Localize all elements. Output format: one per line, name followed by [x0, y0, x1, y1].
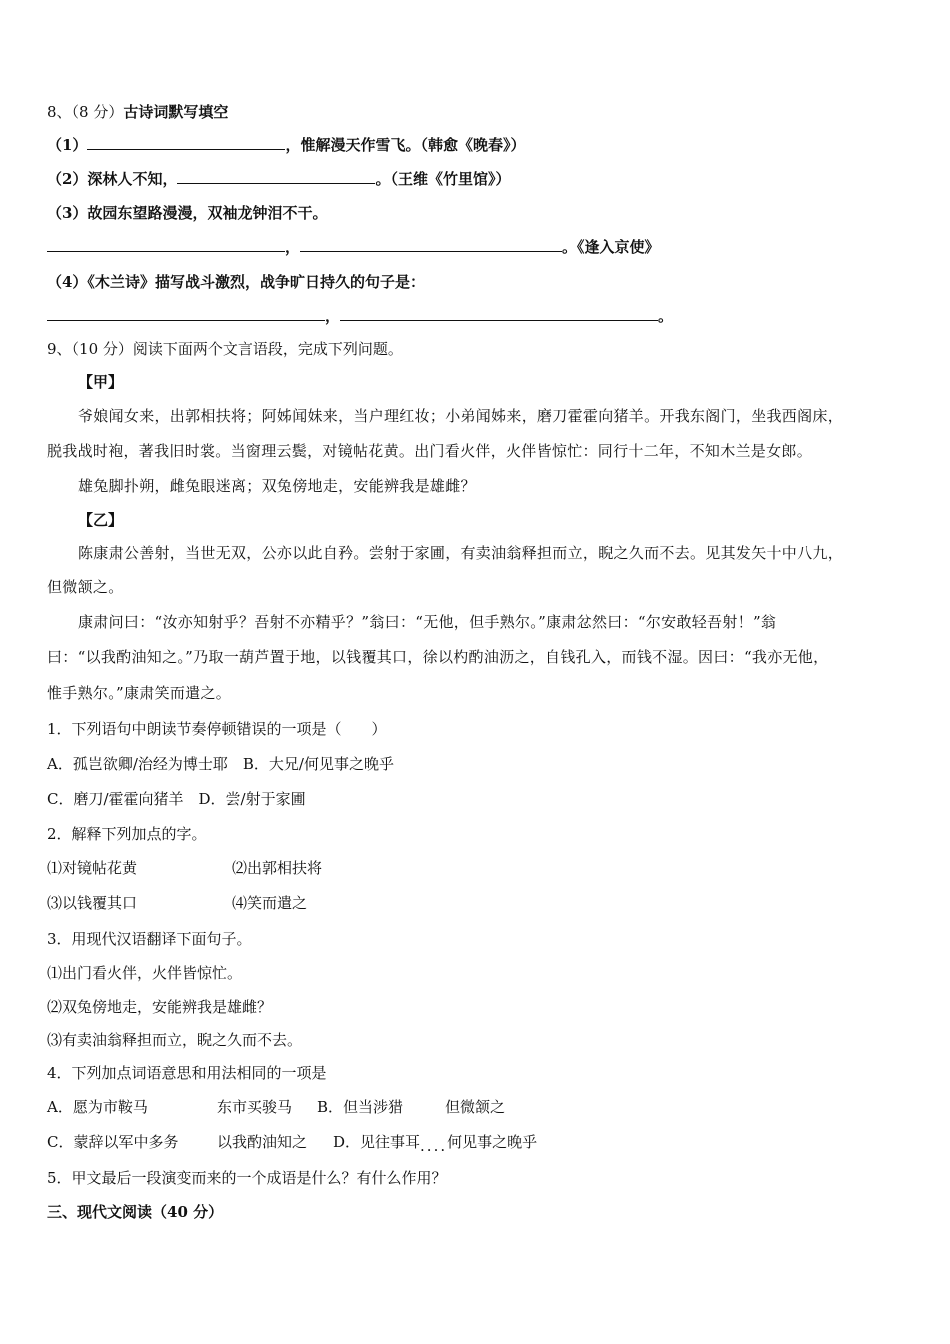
option-c-pair: 以我酌油知之: [217, 1133, 308, 1151]
passage-yi-line: 惟手熟尔。”康肃笑而遣之。: [47, 684, 232, 702]
subq-2-item: ⑵出郭相扶将: [232, 859, 323, 877]
option-a: A．愿为市鞍马: [47, 1098, 148, 1116]
subq-1-options-cd: C．磨刀/霍霍向猪羊 D．尝/射于家圃: [47, 790, 306, 808]
q8-title: 古诗词默写填空: [123, 103, 229, 121]
section-3-heading: 三、现代文阅读（40 分）: [47, 1203, 224, 1221]
subq-4: 4．下列加点词语意思和用法相同的一项是: [47, 1064, 327, 1082]
q8-item-3: （3）故园东望路漫漫，双袖龙钟泪不干。: [47, 204, 328, 222]
passage-yi-line: 曰：“以我酌油知之。”乃取一葫芦置于地，以钱覆其口，徐以杓酌油沥之，自钱孔入，而钱不湿。因曰：“我亦无他，: [47, 648, 829, 666]
answer-blank[interactable]: [87, 135, 285, 150]
emphasis-dots: ....: [420, 1137, 448, 1155]
q8-heading: [47, 102, 228, 122]
answer-blank[interactable]: [177, 169, 375, 184]
passage-jia-line: 雄兔脚扑朔，雌兔眼迷离；双兔傍地走，安能辨我是雄雌？: [78, 477, 476, 495]
q8-item-4-blanks: ， 。: [47, 306, 673, 326]
option-b-pair: 但微颔之: [445, 1098, 506, 1116]
q9-heading: 9、（10 分）阅读下面两个文言语段，完成下列问题。: [47, 340, 403, 358]
subq-3-item: ⑶有卖油翁释担而立，睨之久而不去。: [47, 1031, 303, 1049]
subq-2: 2．解释下列加点的字。: [47, 825, 207, 843]
passage-yi-line: 陈康肃公善射，当世无双，公亦以此自矜。尝射于家圃，有卖油翁释担而立，睨之久而不去。见其发矢十中八九，: [78, 544, 844, 562]
subq-5: 5．甲文最后一段演变而来的一个成语是什么？有什么作用？: [47, 1169, 447, 1187]
q8-number: 8、（8 分）: [47, 103, 124, 121]
subq-2-item: ⑴对镜帖花黄: [47, 859, 138, 877]
subq-2-items-row2: [47, 893, 308, 913]
answer-blank[interactable]: [300, 237, 562, 252]
subq-4-options-ab: [47, 1097, 506, 1117]
answer-blank[interactable]: [47, 237, 285, 252]
option-b: B．但当涉猎: [317, 1098, 404, 1116]
subq-1-options-ab: A．孤岂欲卿/治经为博士耶 B．大兄/何见事之晚乎: [47, 755, 394, 773]
subq-2-items-row1: [47, 858, 323, 878]
passage-jia-label: 【甲】: [78, 373, 124, 391]
q8-item-1: （1） ，惟解漫天作雪飞。（韩愈《晚春》）: [47, 136, 526, 154]
subq-4-options-cd: [47, 1132, 538, 1155]
subq-2-item: ⑶以钱覆其口: [47, 894, 138, 912]
q8-item-4: （4）《木兰诗》描写战斗激烈，战争旷日持久的句子是：: [47, 273, 425, 291]
subq-3-item: ⑵双兔傍地走，安能辨我是雄雌？: [47, 998, 273, 1016]
passage-yi-label: 【乙】: [78, 511, 124, 529]
q8-item-2: （2）深林人不知， 。（王维《竹里馆》）: [47, 170, 511, 188]
subq-2-item: ⑷笑而遣之: [232, 894, 308, 912]
subq-1: 1．下列语句中朗读节奏停顿错误的一项是（ ）: [47, 720, 387, 738]
q8-item-3-blanks: ， 。《逢入京使》: [47, 237, 660, 257]
passage-yi-line: 但微颔之。: [47, 578, 124, 596]
answer-blank[interactable]: [47, 306, 325, 321]
subq-3: 3．用现代汉语翻译下面句子。: [47, 930, 252, 948]
passage-yi-line: 康肃问曰：“汝亦知射乎？吾射不亦精乎？”翁曰：“无他，但手熟尔。”康肃忿然曰：“尔安敢轻吾射！”翁: [78, 613, 777, 631]
passage-jia-line: 爷娘闻女来，出郭相扶将；阿姊闻妹来，当户理红妆；小弟闻姊来，磨刀霍霍向猪羊。开我东阁门，坐我西阁床，: [78, 407, 844, 425]
option-a-pair: 东市买骏马: [217, 1098, 293, 1116]
option-c: C．蒙辞以军中多务: [47, 1133, 179, 1151]
option-d: D．见往事耳....何见事之晚乎: [333, 1133, 538, 1155]
subq-3-item: ⑴出门看火伴，火伴皆惊忙。: [47, 964, 243, 982]
answer-blank[interactable]: [340, 306, 658, 321]
passage-jia-line: 脱我战时袍，著我旧时裳。当窗理云鬓，对镜帖花黄。出门看火伴，火伴皆惊忙：同行十二年，不知木兰是女郎。: [47, 442, 813, 460]
